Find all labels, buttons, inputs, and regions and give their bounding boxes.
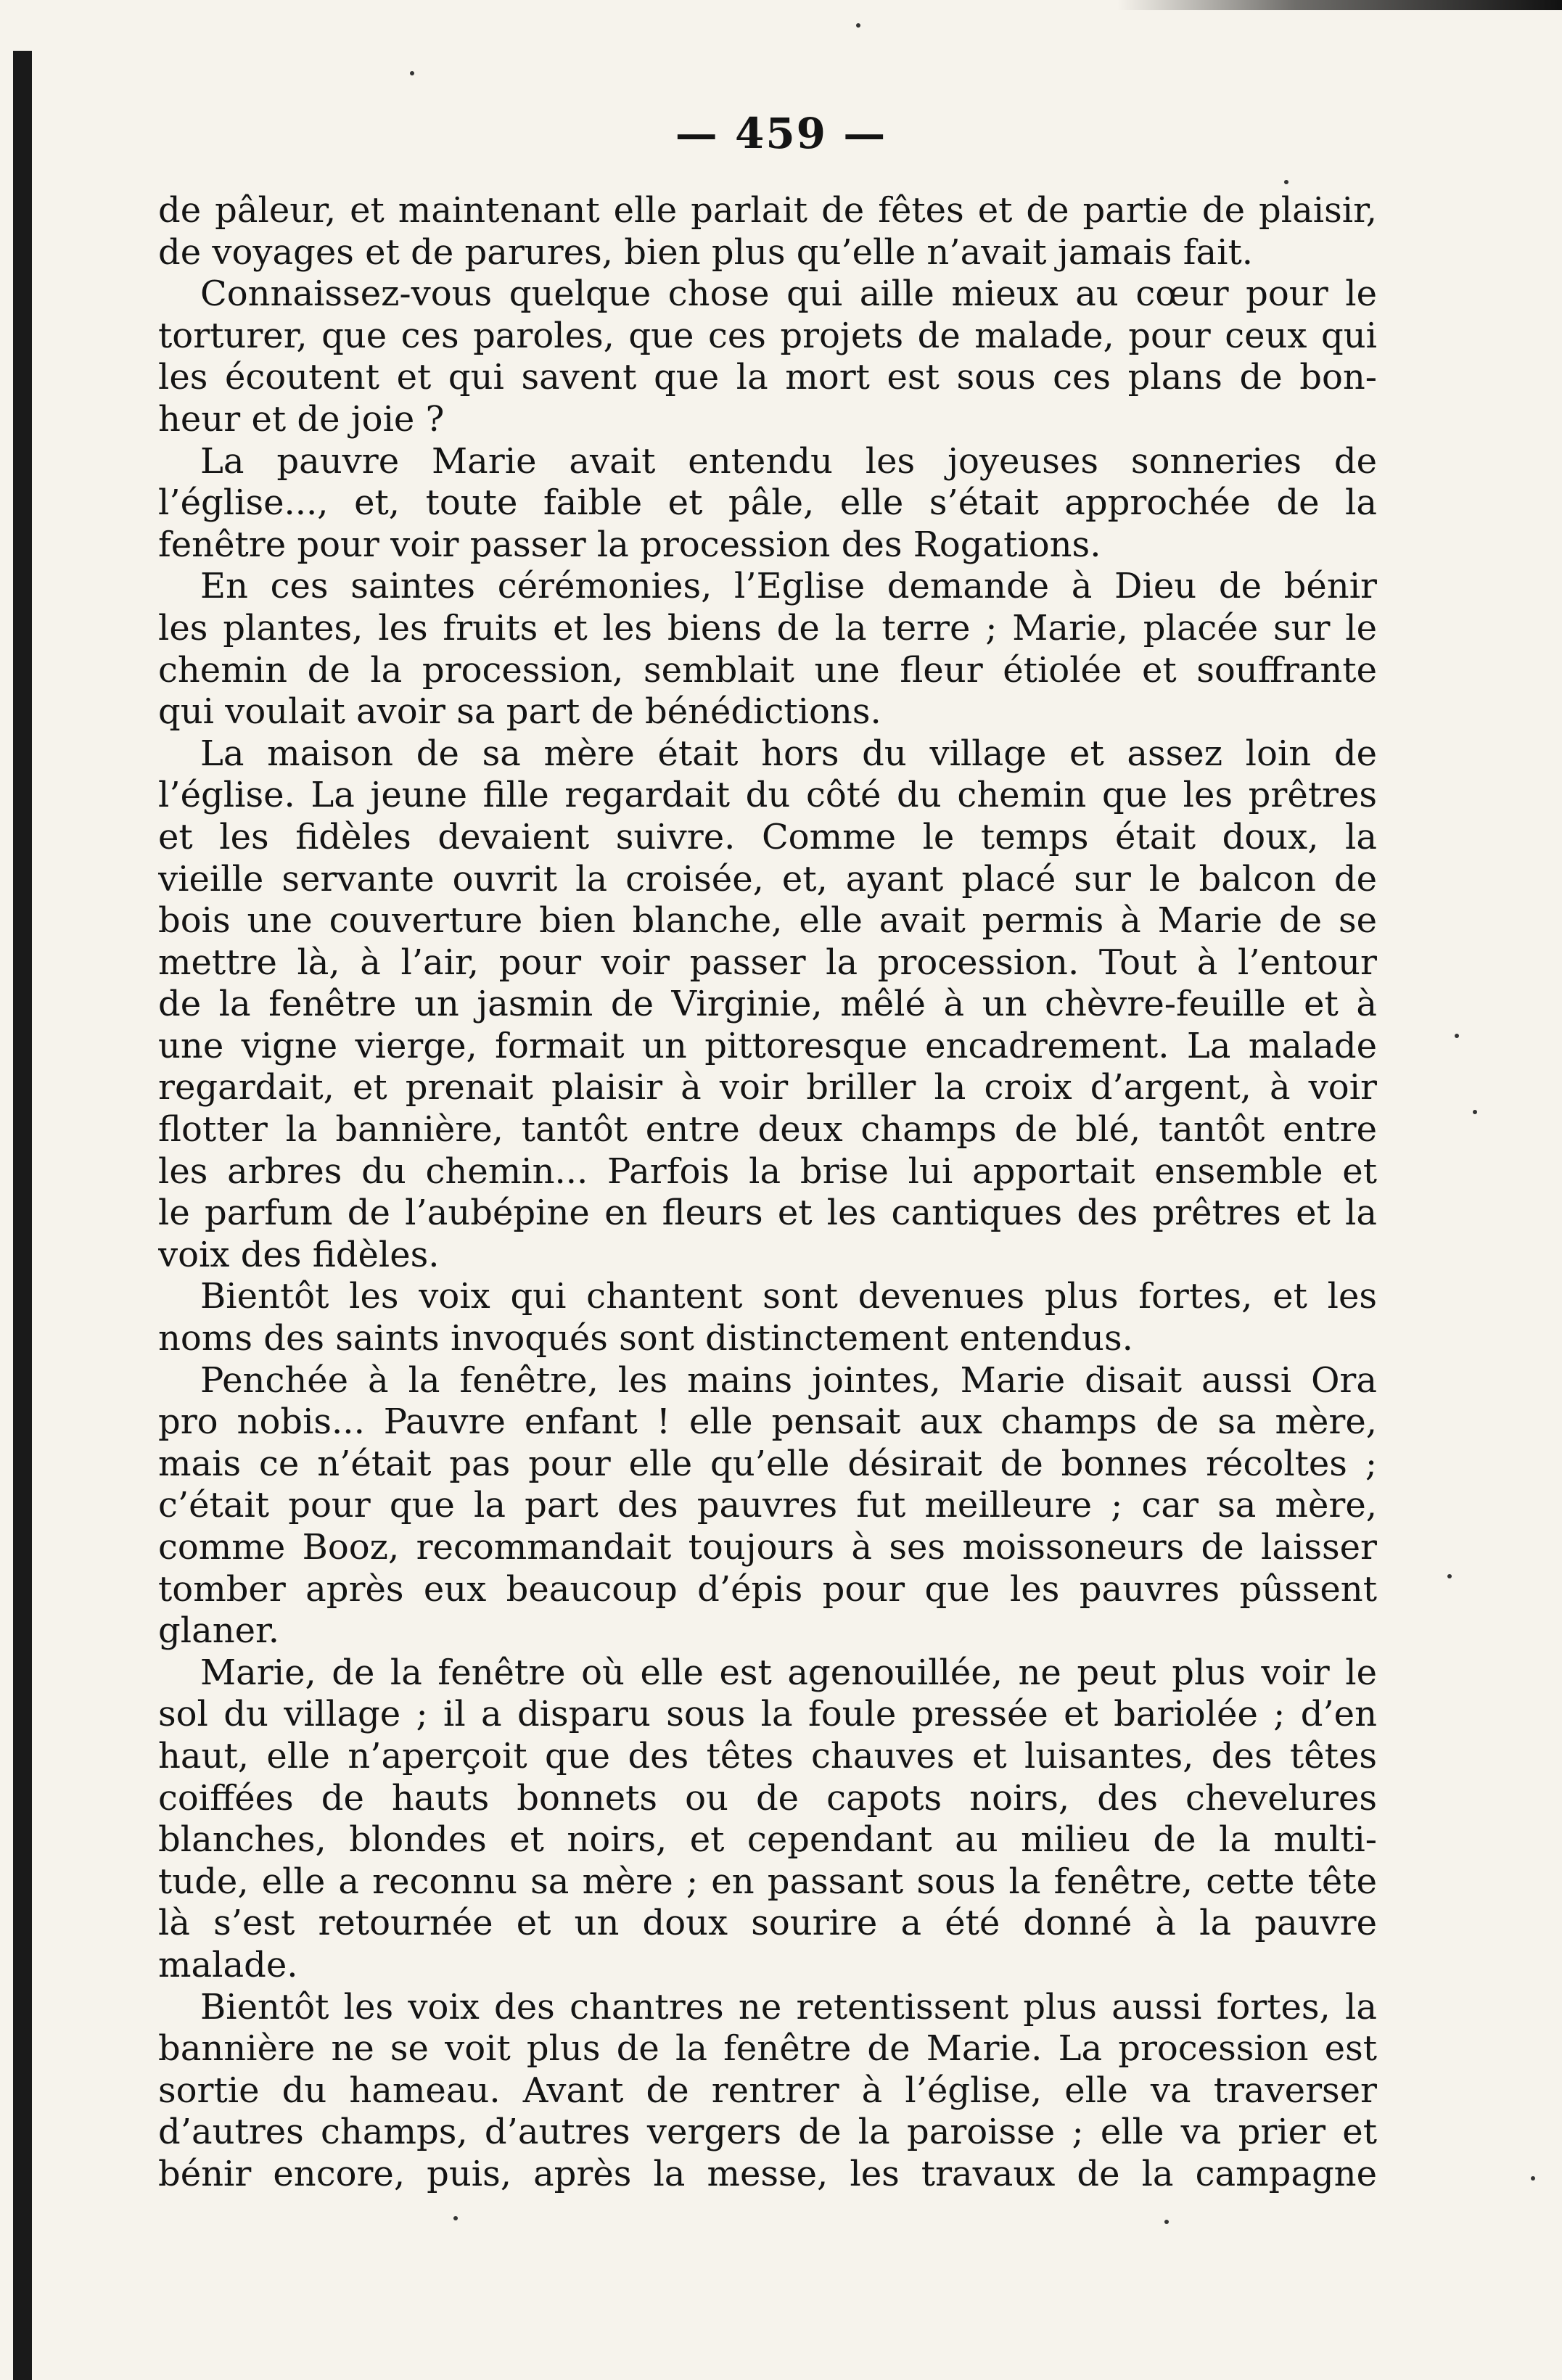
scan-speck (1164, 2220, 1169, 2224)
scan-speck (453, 2216, 458, 2220)
text-line: l’église..., et, toute faible et pâle, elle s’était approchée de la (158, 482, 1377, 524)
text-line: fenêtre pour voir passer la procession des Rogations. (158, 524, 1101, 565)
page-edge-shadow (13, 51, 32, 2380)
text-line: coiffées de hauts bonnets ou de capots noirs, des chevelures (158, 1777, 1377, 1819)
body-text (158, 190, 1377, 2196)
text-line: les arbres du chemin... Parfois la brise lui apportait ensemble et (158, 1150, 1377, 1192)
scan-speck (1473, 1110, 1477, 1114)
text-line: flotter la bannière, tantôt entre deux champs de blé, tantôt entre (158, 1109, 1377, 1150)
text-line: Marie, de la fenêtre où elle est agenouillée, ne peut plus voir le (200, 1652, 1377, 1693)
scan-speck (1284, 180, 1288, 184)
text-line: qui voulait avoir sa part de bénédictions. (158, 691, 881, 733)
text-line: sortie du hameau. Avant de rentrer à l’église, elle va traverser (158, 2070, 1377, 2111)
scan-speck (410, 71, 414, 75)
text-line: une vigne vierge, formait un pittoresque encadrement. La malade (158, 1025, 1377, 1066)
text-line: haut, elle n’aperçoit que des têtes chauves et luisantes, des têtes (158, 1735, 1377, 1776)
scan-border-mark (1117, 0, 1562, 10)
text-line: bénir encore, puis, après la messe, les travaux de la campagne (158, 2153, 1377, 2194)
text-line: vieille servante ouvrit la croisée, et, ayant placé sur le balcon de (158, 858, 1377, 899)
text-line: mettre là, à l’air, pour voir passer la procession. Tout à l’entour (158, 942, 1377, 983)
page-number: — 459 — (675, 109, 887, 158)
text-line: torturer, que ces paroles, que ces projets de malade, pour ceux qui (158, 315, 1377, 356)
text-line: et les fidèles devaient suivre. Comme le temps était doux, la (158, 816, 1377, 857)
text-line: chemin de la procession, semblait une fleur étiolée et souffrante (158, 649, 1377, 691)
text-line: voix des fidèles. (158, 1234, 440, 1275)
text-line: le parfum de l’aubépine en fleurs et les cantiques des prêtres et la (158, 1193, 1377, 1234)
text-line: d’autres champs, d’autres vergers de la paroisse ; elle va prier et (158, 2112, 1377, 2153)
text-line: La pauvre Marie avait entendu les joyeuses sonneries de (200, 440, 1377, 482)
text-line: blanches, blondes et noirs, et cependant au milieu de la multi- (158, 1819, 1377, 1861)
text-line: Bientôt les voix des chantres ne retentissent plus aussi fortes, la (200, 1986, 1377, 2027)
text-line: de pâleur, et maintenant elle parlait de fêtes et de partie de plaisir, (158, 190, 1377, 231)
text-line: mais ce n’était pas pour elle qu’elle désirait de bonnes récoltes ; (158, 1443, 1377, 1484)
text-line: les écoutent et qui savent que la mort est sous ces plans de bon- (158, 357, 1377, 398)
text-line: Bientôt les voix qui chantent sont devenues plus fortes, et les (200, 1276, 1377, 1317)
text-line: En ces saintes cérémonies, l’Eglise demande à Dieu de bénir (200, 566, 1377, 607)
text-line: bois une couverture bien blanche, elle avait permis à Marie de se (158, 900, 1377, 942)
text-line: noms des saints invoqués sont distinctement entendus. (158, 1318, 1133, 1359)
text-line: Connaissez-vous quelque chose qui aille mieux au cœur pour le (200, 273, 1377, 315)
text-line: heur et de joie ? (158, 398, 445, 440)
text-line: Penchée à la fenêtre, les mains jointes, Marie disait aussi Ora (200, 1359, 1377, 1401)
text-line: c’était pour que la part des pauvres fut meilleure ; car sa mère, (158, 1485, 1377, 1526)
text-line: glaner. (158, 1610, 279, 1652)
text-line: de voyages et de parures, bien plus qu’elle n’avait jamais fait. (158, 231, 1253, 273)
text-line: tomber après eux beaucoup d’épis pour que les pauvres pûssent (158, 1568, 1377, 1610)
scan-speck (1447, 1574, 1452, 1578)
scan-speck (1531, 2176, 1535, 2181)
text-line: pro nobis... Pauvre enfant ! elle pensait aux champs de sa mère, (158, 1401, 1377, 1443)
text-line: de la fenêtre un jasmin de Virginie, mêlé à un chèvre-feuille et à (158, 984, 1377, 1025)
text-line: l’église. La jeune fille regardait du côté du chemin que les prêtres (158, 775, 1377, 816)
scan-speck (1455, 1034, 1459, 1038)
text-line: malade. (158, 1944, 298, 1985)
text-line: sol du village ; il a disparu sous la foule pressée et bariolée ; d’en (158, 1694, 1377, 1735)
text-line: comme Booz, recommandait toujours à ses moissoneurs de laisser (158, 1527, 1377, 1568)
scan-speck (856, 23, 860, 28)
text-line: tude, elle a reconnu sa mère ; en passant sous la fenêtre, cette tête (158, 1861, 1377, 1902)
text-line: les plantes, les fruits et les biens de la terre ; Marie, placée sur le (158, 607, 1377, 648)
text-line: regardait, et prenait plaisir à voir briller la croix d’argent, à voir (158, 1067, 1377, 1108)
text-line: bannière ne se voit plus de la fenêtre de Marie. La procession est (158, 2028, 1377, 2070)
text-line: là s’est retournée et un doux sourire a été donné à la pauvre (158, 1903, 1377, 1944)
text-line: La maison de sa mère était hors du village et assez loin de (200, 733, 1377, 774)
